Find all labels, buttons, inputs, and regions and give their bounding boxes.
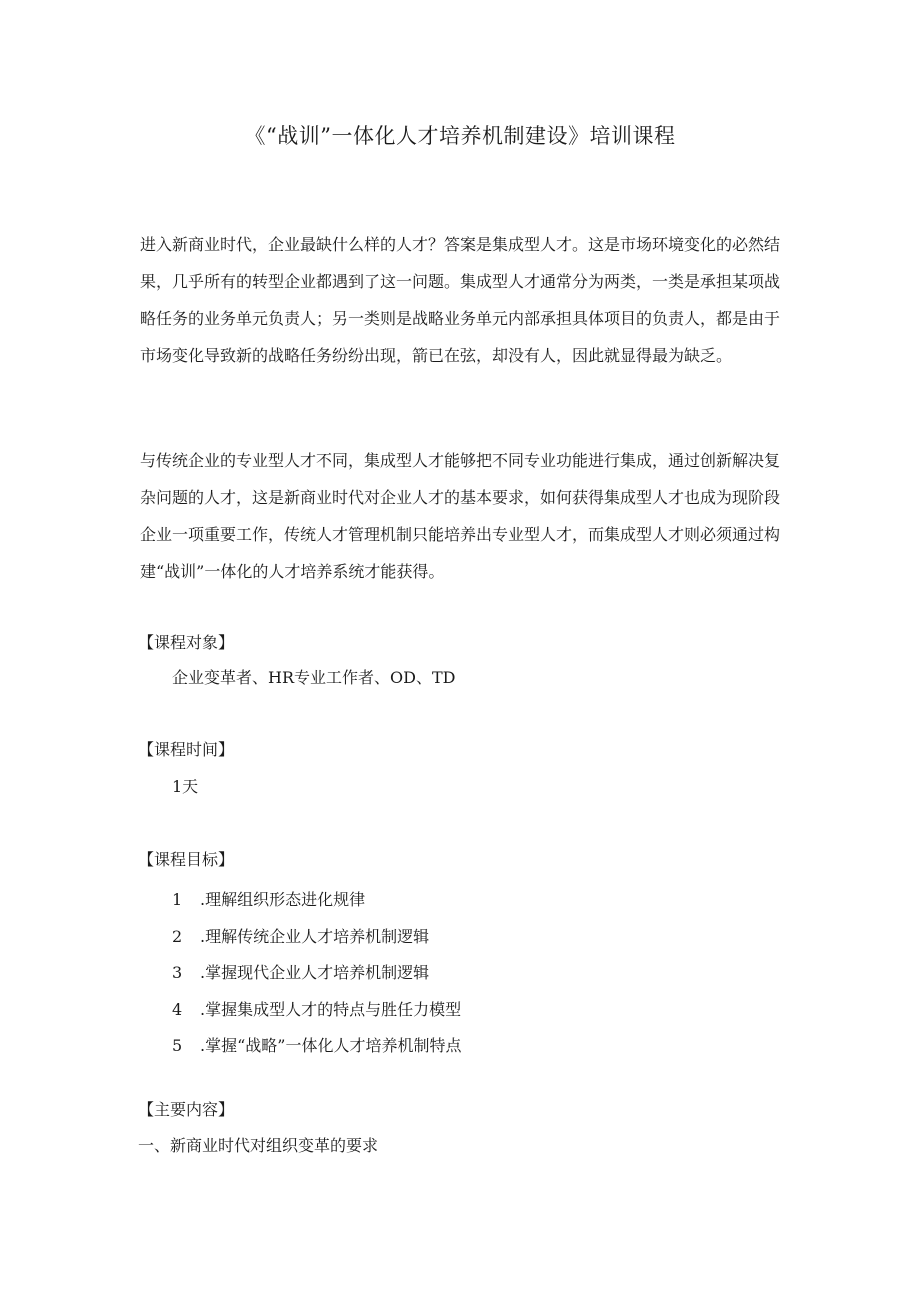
goal-text: .掌握集成型人才的特点与胜任力模型 bbox=[200, 999, 462, 1019]
goals-heading: 【课程目标】 bbox=[138, 850, 235, 869]
audience-value: 企业变革者、HR专业工作者、OD、TD bbox=[172, 668, 456, 687]
content-heading: 【主要内容】 bbox=[138, 1100, 235, 1119]
duration-value: 1天 bbox=[172, 777, 199, 796]
intro-paragraph-1: 进入新商业时代，企业最缺什么样的人才？答案是集成型人才。这是市场环境变化的必然结果，几乎所有的转型企业都遇到了这一问题。集成型人才通常分为两类，一类是承担某项战略任务的业务单元负责人；另一类则是战略业务单元内部承担具体项目的负责人，都是由于市场变化导致新的战略任务纷纷出现，箭已在弦，却没有人，因此就显得最为缺乏。 bbox=[140, 235, 781, 365]
audience-heading: 【课程对象】 bbox=[138, 633, 235, 652]
goal-item bbox=[172, 919, 461, 956]
goal-item bbox=[172, 882, 461, 919]
goals-list bbox=[172, 882, 461, 1065]
goal-number: 3 bbox=[172, 963, 183, 982]
document-title: 《“战训”一体化人才培养机制建设》培训课程 bbox=[244, 124, 676, 148]
goal-text: .理解传统企业人才培养机制逻辑 bbox=[200, 926, 430, 946]
goal-number: 4 bbox=[172, 999, 183, 1019]
goal-number: 1 bbox=[172, 890, 183, 909]
goal-number: 2 bbox=[172, 926, 183, 946]
goal-item bbox=[172, 1028, 461, 1065]
goal-text: .理解组织形态进化规律 bbox=[200, 890, 366, 909]
intro-paragraph-2: 与传统企业的专业型人才不同，集成型人才能够把不同专业功能进行集成，通过创新解决复杂问题的人才，这是新商业时代对企业人才的基本要求，如何获得集成型人才也成为现阶段企业一项重要工作，传统人才管理机制只能培养出专业型人才，而集成型人才则必须通过构建“战训”一体化的人才培养系统才能获得。 bbox=[140, 451, 781, 581]
goal-text: .掌握“战略”一体化人才培养机制特点 bbox=[200, 1036, 462, 1055]
goal-number: 5 bbox=[172, 1036, 183, 1055]
content-section-1: 一、新商业时代对组织变革的要求 bbox=[138, 1136, 379, 1155]
goal-item bbox=[172, 955, 461, 992]
duration-heading: 【课程时间】 bbox=[138, 740, 235, 759]
goal-text: .掌握现代企业人才培养机制逻辑 bbox=[200, 963, 430, 982]
goal-item bbox=[172, 992, 461, 1029]
